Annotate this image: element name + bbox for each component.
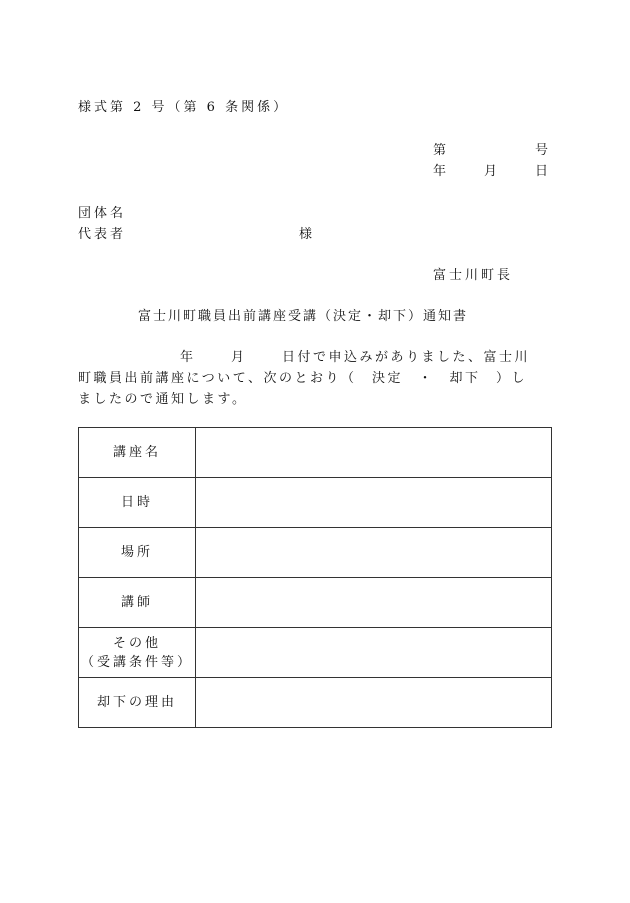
body-line-2 bbox=[80, 368, 550, 389]
body-line-1 bbox=[80, 347, 550, 368]
notice-body bbox=[80, 347, 550, 410]
course-details-table bbox=[78, 427, 552, 728]
number-suffix: 号 bbox=[535, 143, 552, 158]
table-row bbox=[79, 628, 552, 678]
date-year: 年 bbox=[433, 164, 450, 179]
table-row bbox=[79, 678, 552, 728]
row-value-venue bbox=[196, 528, 552, 578]
representative-label: 代表者 bbox=[78, 227, 127, 242]
row-value-other bbox=[196, 628, 552, 678]
row-value-datetime bbox=[196, 478, 552, 528]
table-row bbox=[79, 578, 552, 628]
body-line2-text: 町職員出前講座について、次のとおり（ 決定 ・ 却下 ）し bbox=[78, 371, 527, 386]
form-number-label: 様式第 2 号（第 6 条関係） bbox=[78, 100, 290, 115]
organization-label: 団体名 bbox=[78, 206, 127, 221]
row-label-other bbox=[79, 628, 196, 678]
table-row bbox=[79, 528, 552, 578]
row-label-venue: 場所 bbox=[79, 528, 196, 578]
document-title: 富士川町職員出前講座受講（決定・却下）通知書 bbox=[138, 309, 469, 324]
row-label-instructor: 講師 bbox=[79, 578, 196, 628]
row-label-course-name: 講座名 bbox=[79, 428, 196, 478]
row-label-other-line2: （受講条件等） bbox=[80, 654, 193, 670]
row-value-course-name bbox=[196, 428, 552, 478]
body-year: 年 bbox=[180, 350, 196, 365]
row-label-datetime: 日時 bbox=[79, 478, 196, 528]
row-value-instructor bbox=[196, 578, 552, 628]
body-line1-rest: 日付で申込みがありました、富士川 bbox=[282, 350, 531, 365]
row-value-rejection-reason bbox=[196, 678, 552, 728]
row-label-other-line1: その他 bbox=[112, 635, 161, 651]
issuer-name: 富士川町長 bbox=[433, 268, 514, 283]
row-label-rejection-reason: 却下の理由 bbox=[79, 678, 196, 728]
date-month: 月 bbox=[484, 164, 501, 179]
honorific: 様 bbox=[299, 227, 316, 242]
date-day: 日 bbox=[535, 164, 552, 179]
table-row bbox=[79, 428, 552, 478]
body-line-3 bbox=[80, 389, 550, 410]
table-row bbox=[79, 478, 552, 528]
number-prefix: 第 bbox=[433, 143, 450, 158]
body-line3-text: ましたので通知します。 bbox=[78, 392, 248, 407]
body-month: 月 bbox=[231, 350, 247, 365]
